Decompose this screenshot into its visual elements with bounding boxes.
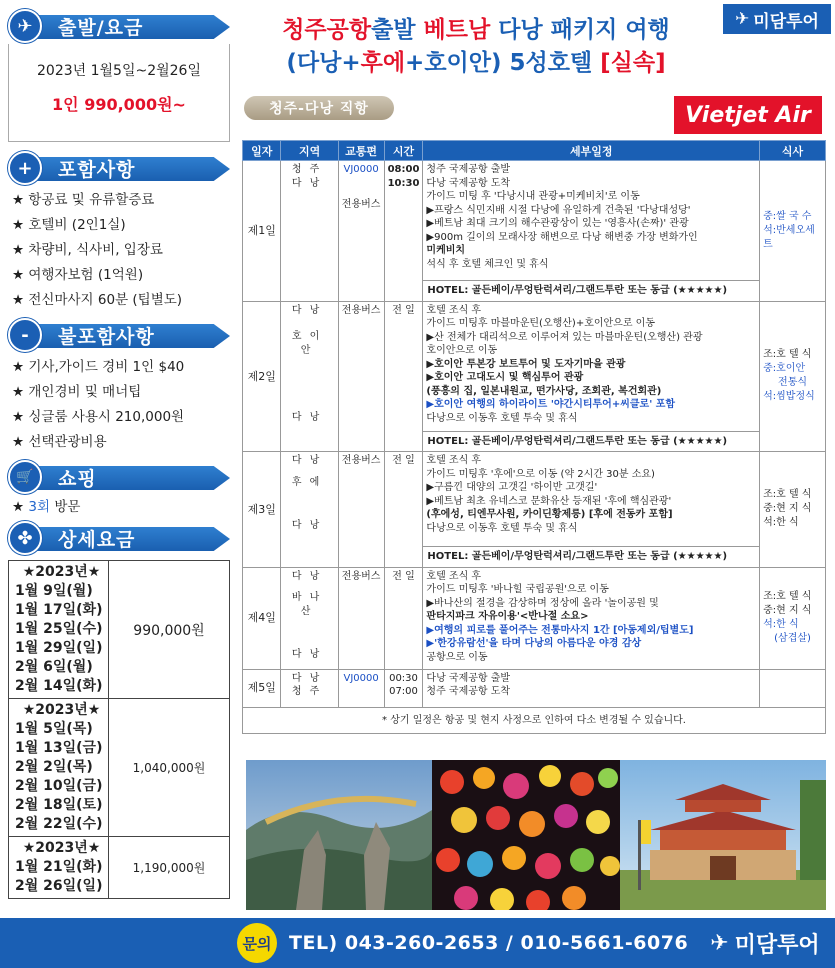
section-pricing-header: ✤ 상세요금 bbox=[8, 520, 230, 556]
day-label: 제1일 bbox=[243, 161, 281, 302]
detail-cell: 호텔 조식 후 가이드 미팅후 마블마운틴(오행산)+호이안으로 이동 ▶산 전체가 대리석으로 이루어져 있는 마블마운틴(오행산) 관광 호이안으로 이동 ▶호이안 투본강 보트투어 및 도자기마을 관광 ▶호이안 고대도시 및 핵심투어 관광 (풍흥의 집, 일본내원교, 떤가사당, 조회관, 복건회관) ▶호이안 여행의 하이라이트 '야간시티투어+씨클로' 포함 다낭으로 이동후 호텔 투숙 및 휴식 bbox=[423, 301, 760, 431]
title-line-1: 청주공항출발 베트남 다낭 패키지 여행 bbox=[282, 17, 670, 43]
table-row bbox=[243, 161, 826, 281]
plus-icon: + bbox=[8, 151, 42, 185]
meal-cell bbox=[760, 669, 826, 707]
airplane-icon: ✈ bbox=[8, 9, 42, 43]
date-list: ★2023년★ 1월 5일(목) 1월 13일(금) 2월 2일(목) 2월 10일(금) 2월 18일(토) 2월 22일(수) bbox=[9, 699, 109, 837]
time-cell: 전 일 bbox=[384, 452, 423, 568]
section-departure-header: ✈ 출발/요금 bbox=[8, 8, 230, 44]
clover-icon: ✤ bbox=[8, 521, 42, 555]
meal-cell: 조:호 텔 식 중:현 지 식 석:한 식 bbox=[760, 452, 826, 568]
price-cell: 1,190,000원 bbox=[109, 837, 230, 899]
detail-cell: 호텔 조식 후 가이드 미팅후 '후에'으로 이동 (약 2시간 30분 소요) ▶구름낀 대양의 고갯길 '하이반 고갯길' ▶베트남 최초 유네스코 문화유산 등재된 '후에 핵심관광' (후에성, 티엔무사원, 카이딘황제릉) [후에 전동카 포함] 다낭으로 이동후 호텔 투숙 및 휴식 bbox=[423, 452, 760, 547]
minus-icon: - bbox=[8, 318, 42, 352]
table-row bbox=[243, 301, 826, 431]
date-list: ★2023년★ 1월 21일(화) 2월 26일(일) bbox=[9, 837, 109, 899]
airplane-icon: ✈ bbox=[735, 9, 750, 29]
list-item: ★ 기사,가이드 경비 1인 $40 bbox=[12, 359, 185, 375]
footer bbox=[0, 918, 835, 968]
route-badge: 청주-다낭 직항 bbox=[244, 96, 394, 120]
pricing-table bbox=[8, 560, 230, 899]
brand-logo-footer[interactable]: ✈ 미담투어 bbox=[710, 930, 820, 958]
table-row bbox=[9, 699, 230, 837]
airplane-icon: ✈ bbox=[710, 930, 729, 956]
list-item: ★ 개인경비 및 매너팁 bbox=[12, 384, 142, 400]
time-cell: 전 일 bbox=[384, 567, 423, 669]
table-row bbox=[243, 567, 826, 669]
price-cell: 1,040,000원 bbox=[109, 699, 230, 837]
phone-numbers[interactable]: TEL) 043-260-2653 / 010-5661-6076 bbox=[289, 932, 689, 954]
transport-cell: 전용버스 bbox=[338, 567, 384, 669]
transport-cell: VJ0000 bbox=[338, 669, 384, 707]
region-cell: 다낭 호이안 다낭 bbox=[281, 301, 338, 452]
itinerary-table bbox=[242, 140, 826, 734]
time-cell: 08:00 10:30 bbox=[384, 161, 423, 302]
column-header: 세부일정 bbox=[423, 141, 760, 161]
price-cell: 990,000원 bbox=[109, 561, 230, 699]
column-header: 교통편 bbox=[338, 141, 384, 161]
column-header: 식사 bbox=[760, 141, 826, 161]
section-shopping-header: 🛒 쇼핑 bbox=[8, 459, 230, 495]
day-label: 제2일 bbox=[243, 301, 281, 452]
hue-citadel-photo bbox=[620, 760, 826, 910]
table-row bbox=[9, 837, 230, 899]
brand-name: 미담투어 bbox=[753, 11, 819, 32]
transport-cell: 전용버스 bbox=[338, 452, 384, 568]
time-cell: 00:30 07:00 bbox=[384, 669, 423, 707]
departure-box bbox=[8, 44, 230, 142]
travel-period: 2023년 1월5일~2월26일 bbox=[37, 63, 201, 79]
region-cell: 다낭 청주 bbox=[281, 669, 338, 707]
shopping-cart-icon: 🛒 bbox=[8, 460, 42, 494]
golden-bridge-photo bbox=[246, 760, 432, 910]
detail-cell: 다낭 국제공항 출발 청주 국제공항 도착 bbox=[423, 669, 760, 707]
column-header: 지역 bbox=[281, 141, 338, 161]
left-column bbox=[8, 8, 230, 899]
region-cell: 청주 다낭 bbox=[281, 161, 338, 302]
table-row bbox=[243, 452, 826, 547]
section-included-header: + 포함사항 bbox=[8, 150, 230, 186]
hotel-info: HOTEL: 골든베이/무엉탄럭셔리/그랜드투란 또는 동급 (★★★★★) bbox=[423, 281, 760, 302]
detail-cell: 호텔 조식 후 가이드 미팅후 '바나힐 국립공원'으로 이동 ▶바나산의 절경을 감상하며 정상에 올라 '놀이공원 및 판타지파크 자유이용'<반나절 소요> ▶여행의 피로를 풀어주는 전통마사지 1간 [아동제외/팁별도] ▶'한강유람선'을 타며 다낭의 아름다운 야경 감상 공항으로 이동 bbox=[423, 567, 760, 669]
hotel-info: HOTEL: 골든베이/무엉탄럭셔리/그랜드투란 또는 동급 (★★★★★) bbox=[423, 547, 760, 568]
table-header-row bbox=[243, 141, 826, 161]
excluded-list bbox=[8, 353, 230, 455]
list-item: ★ 싱글룸 사용시 210,000원 bbox=[12, 409, 185, 425]
inquiry-badge: 문의 bbox=[237, 923, 277, 963]
shopping-visits: ★ 3회 방문 bbox=[12, 499, 81, 515]
list-item: ★ 여행자보험 (1억원) bbox=[12, 267, 144, 283]
time-cell: 전 일 bbox=[384, 301, 423, 452]
title-line-2: (다낭+후에+호이안) 5성호텔 [실속] bbox=[286, 50, 666, 76]
list-item: ★ 선택관광비용 bbox=[12, 434, 107, 450]
region-cell: 다낭 후에 다낭 bbox=[281, 452, 338, 568]
note-row bbox=[243, 707, 826, 734]
date-list: ★2023년★ 1월 9일(월) 1월 17일(화) 1월 25일(수) 1월 29일(일) 2월 6일(월) 2월 14일(화) bbox=[9, 561, 109, 699]
list-item: ★ 호텔비 (2인1실) bbox=[12, 217, 126, 233]
transport-cell: VJ0000 전용버스 bbox=[338, 161, 384, 302]
transport-cell: 전용버스 bbox=[338, 301, 384, 452]
day-label: 제4일 bbox=[243, 567, 281, 669]
hotel-info: HOTEL: 골든베이/무엉탄럭셔리/그랜드투란 또는 동급 (★★★★★) bbox=[423, 431, 760, 452]
airline-logo: Vietjet Air bbox=[674, 96, 822, 134]
day-label: 제3일 bbox=[243, 452, 281, 568]
list-item: ★ 차량비, 식사비, 입장료 bbox=[12, 242, 163, 258]
day-label: 제5일 bbox=[243, 669, 281, 707]
brand-logo-top[interactable] bbox=[723, 4, 831, 34]
region-cell: 다낭 바나산 다낭 bbox=[281, 567, 338, 669]
table-row bbox=[9, 561, 230, 699]
table-row bbox=[243, 669, 826, 707]
included-list bbox=[8, 186, 230, 313]
list-item: ★ 항공료 및 유류할증료 bbox=[12, 192, 155, 208]
meal-cell: 조:호 텔 식 중:호이안 전통식 석:씸밥정식 bbox=[760, 301, 826, 452]
price-from: 1인 990,000원~ bbox=[52, 95, 186, 114]
page-title bbox=[236, 14, 716, 80]
column-header: 시간 bbox=[384, 141, 423, 161]
column-header: 일자 bbox=[243, 141, 281, 161]
detail-cell: 청주 국제공항 출발 다낭 국제공항 도착 가이드 미팅 후 '다낭시내 관광+미케비치'로 이동 ▶프랑스 식민지배 시절 다낭에 유일하게 건축된 '다낭대성당' ▶베트남 최대 크기의 해수관광상이 있는 '영흥사(손짜)' 관광 ▶900m 길이의 모래사장 해변으로 다낭 해변중 가장 변화가인 미케비치 석식 후 호텔 체크인 및 휴식 bbox=[423, 161, 760, 281]
meal-cell: 조:호 텔 식 중:현 지 식 석:한 식 (삼겹살) bbox=[760, 567, 826, 669]
hoian-lanterns-photo bbox=[432, 760, 620, 910]
schedule-note: * 상기 일정은 항공 및 현지 사정으로 인하여 다소 변경될 수 있습니다. bbox=[243, 707, 826, 734]
list-item: ★ 전신마사지 60분 (팁별도) bbox=[12, 292, 183, 308]
meal-cell: 중:쌀 국 수 석:반세오세트 bbox=[760, 161, 826, 302]
section-excluded-header: - 불포함사항 bbox=[8, 317, 230, 353]
